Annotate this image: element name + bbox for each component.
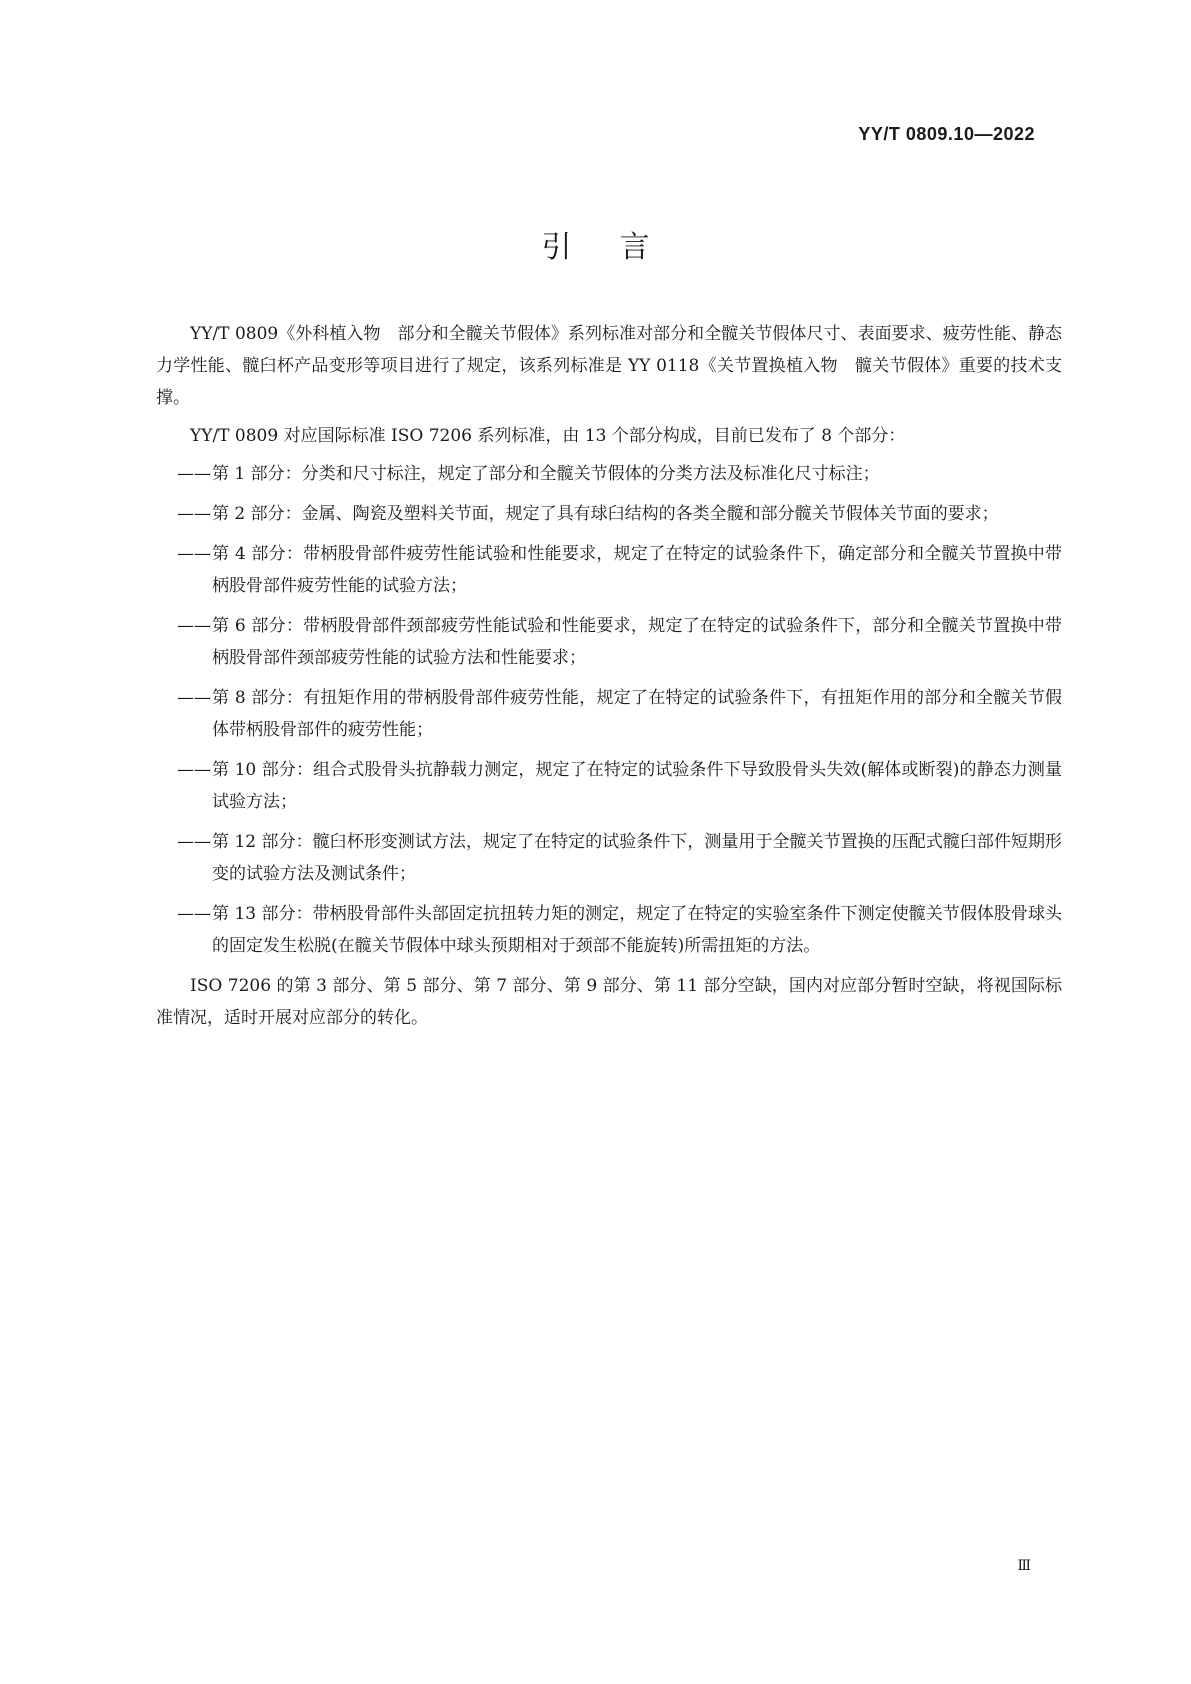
list-dash: ——	[177, 688, 211, 708]
list-item	[156, 538, 1062, 602]
list-item	[156, 754, 1062, 818]
list-item-text: 第 13 部分：带柄股骨部件头部固定抗扭转力矩的测定，规定了在特定的实验室条件下测定使髋关节假体股骨球头的固定发生松脱(在髋关节假体中球头预期相对于颈部不能旋转)所需扭矩的方法。	[212, 904, 1062, 956]
list-item	[156, 610, 1062, 674]
list-dash: ——	[177, 544, 211, 564]
list-item	[156, 458, 1062, 490]
list-dash: ——	[177, 504, 211, 524]
list-item-text: 第 2 部分：金属、陶瓷及塑料关节面，规定了具有球臼结构的各类全髋和部分髋关节假体关节面的要求；	[212, 504, 999, 524]
list-item-text: 第 8 部分：有扭矩作用的带柄股骨部件疲劳性能，规定了在特定的试验条件下，有扭矩作用的部分和全髋关节假体带柄股骨部件的疲劳性能；	[212, 688, 1062, 740]
list-item	[156, 498, 1062, 530]
page-number: Ⅲ	[1017, 1558, 1031, 1574]
list-dash: ——	[177, 904, 211, 924]
standard-code: YY/T 0809.10—2022	[858, 124, 1035, 144]
page-title: 引言	[541, 230, 698, 265]
list-item-text: 第 12 部分：髋臼杯形变测试方法，规定了在特定的试验条件下，测量用于全髋关节置换的压配式髋臼部件短期形变的试验方法及测试条件；	[212, 832, 1062, 884]
list-item	[156, 898, 1062, 962]
closing-paragraph: ISO 7206 的第 3 部分、第 5 部分、第 7 部分、第 9 部分、第 11 部分空缺，国内对应部分暂时空缺，将视国际标准情况，适时开展对应部分的转化。	[156, 976, 1062, 1028]
list-item-text: 第 6 部分：带柄股骨部件颈部疲劳性能试验和性能要求，规定了在特定的试验条件下，部分和全髋关节置换中带柄股骨部件颈部疲劳性能的试验方法和性能要求；	[212, 616, 1062, 668]
list-dash: ——	[177, 616, 211, 636]
parts-overview-paragraph: YY/T 0809 对应国际标准 ISO 7206 系列标准，由 13 个部分构成，目前已发布了 8 个部分：	[190, 426, 906, 446]
intro-paragraph: YY/T 0809《外科植入物 部分和全髋关节假体》系列标准对部分和全髋关节假体尺寸、表面要求、疲劳性能、静态力学性能、髋臼杯产品变形等项目进行了规定，该系列标准是 YY 0118《关节置换植入物 髋关节假体》重要的技术支撑。	[156, 324, 1062, 408]
list-dash: ——	[177, 464, 211, 484]
document-body	[156, 318, 1062, 1040]
list-item	[156, 826, 1062, 890]
list-item-text: 第 1 部分：分类和尺寸标注，规定了部分和全髋关节假体的分类方法及标准化尺寸标注；	[212, 464, 880, 484]
list-dash: ——	[177, 760, 211, 780]
list-item	[156, 682, 1062, 746]
list-item-text: 第 10 部分：组合式股骨头抗静载力测定，规定了在特定的试验条件下导致股骨头失效(解体或断裂)的静态力测量试验方法；	[212, 760, 1062, 812]
list-item-text: 第 4 部分：带柄股骨部件疲劳性能试验和性能要求，规定了在特定的试验条件下，确定部分和全髋关节置换中带柄股骨部件疲劳性能的试验方法；	[212, 544, 1062, 596]
list-dash: ——	[177, 832, 211, 852]
